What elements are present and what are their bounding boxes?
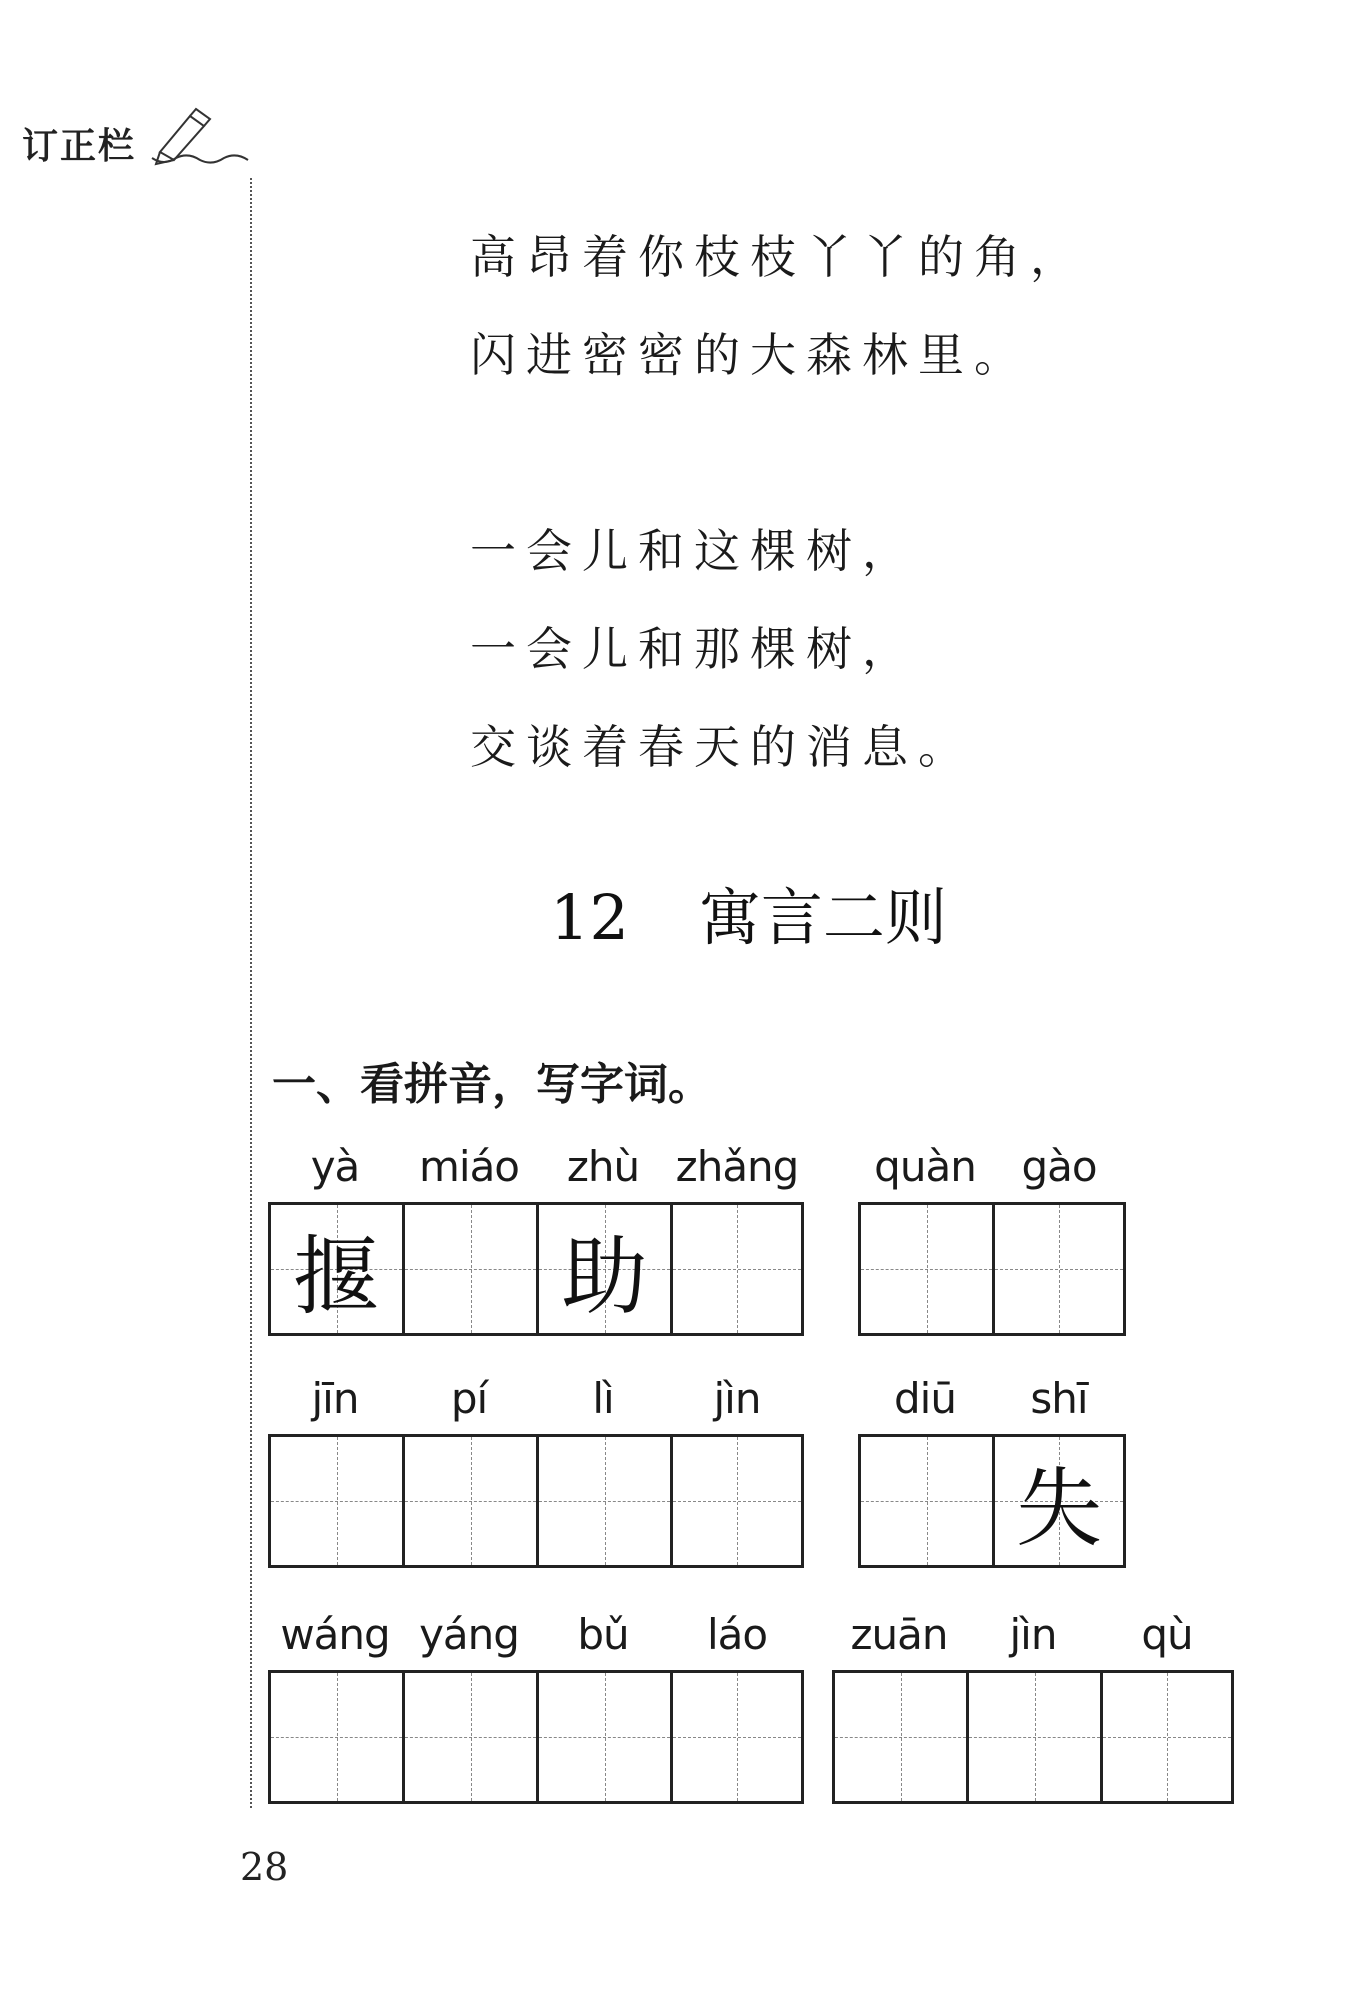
- poem-line: 一会儿和那棵树，: [470, 622, 918, 676]
- character-cell: [992, 1132, 1126, 1336]
- written-character: [1103, 1673, 1231, 1801]
- poem-line: 闪进密密的大森林里。: [470, 328, 1030, 382]
- character-cell: [402, 1600, 536, 1804]
- character-cell: [670, 1364, 804, 1568]
- writing-box[interactable]: [858, 1202, 992, 1336]
- character-cell: [536, 1132, 670, 1336]
- writing-box[interactable]: [536, 1434, 670, 1568]
- pinyin-label: quàn: [874, 1142, 976, 1191]
- character-cell: [670, 1132, 804, 1336]
- lesson-title: [550, 868, 947, 957]
- pinyin-label: bǔ: [577, 1610, 629, 1659]
- written-character: [995, 1205, 1123, 1333]
- written-character: [539, 1437, 670, 1565]
- written-character: [405, 1205, 536, 1333]
- word-box-group: [832, 1600, 1234, 1804]
- pinyin-label: jìn: [1009, 1610, 1057, 1659]
- written-character: 助: [561, 1227, 648, 1327]
- pinyin-label: miáo: [418, 1142, 519, 1191]
- written-character: [271, 1437, 402, 1565]
- word-box-group: [268, 1132, 804, 1336]
- pinyin-label: shī: [1030, 1374, 1088, 1423]
- writing-box[interactable]: [402, 1202, 536, 1336]
- written-character: [673, 1205, 801, 1333]
- writing-box[interactable]: [858, 1434, 992, 1568]
- character-cell: [966, 1600, 1100, 1804]
- poem: [470, 208, 1086, 796]
- writing-box[interactable]: [966, 1670, 1100, 1804]
- written-character: [861, 1205, 992, 1333]
- pinyin-label: yáng: [419, 1610, 519, 1659]
- writing-box[interactable]: [670, 1202, 804, 1336]
- pinyin-label: lì: [592, 1374, 614, 1423]
- character-cell: [402, 1132, 536, 1336]
- correction-column-label: 订正栏: [22, 126, 137, 167]
- page-number: 28: [240, 1845, 289, 1889]
- writing-box[interactable]: [268, 1670, 402, 1804]
- character-cell: [268, 1132, 402, 1336]
- written-character: [673, 1673, 801, 1801]
- pinyin-label: pí: [450, 1374, 488, 1423]
- word-box-group: [858, 1132, 1126, 1336]
- written-character: [405, 1673, 536, 1801]
- word-box-group: [268, 1600, 804, 1804]
- written-character: [835, 1673, 966, 1801]
- character-cell: [1100, 1600, 1234, 1804]
- pinyin-label: láo: [706, 1610, 768, 1659]
- written-character: [539, 1673, 670, 1801]
- writing-box[interactable]: [992, 1202, 1126, 1336]
- written-character: [673, 1437, 801, 1565]
- pinyin-label: jīn: [311, 1374, 359, 1423]
- written-character: [969, 1673, 1100, 1801]
- pinyin-label: zhǎng: [675, 1142, 799, 1191]
- word-box-group: [268, 1364, 804, 1568]
- pinyin-label: jìn: [713, 1374, 761, 1423]
- writing-box[interactable]: [268, 1202, 402, 1336]
- poem-line: 高昂着你枝枝丫丫的角，: [470, 230, 1086, 284]
- writing-box[interactable]: [268, 1434, 402, 1568]
- writing-box[interactable]: [402, 1434, 536, 1568]
- character-cell: [992, 1364, 1126, 1568]
- word-box-group: [858, 1364, 1126, 1568]
- pinyin-label: diū: [894, 1374, 956, 1423]
- section-heading: 一、看拼音，写字词。: [272, 1059, 712, 1110]
- pencil-icon: [150, 100, 250, 170]
- writing-box[interactable]: [1100, 1670, 1234, 1804]
- written-character: [861, 1437, 992, 1565]
- character-cell: [268, 1600, 402, 1804]
- character-cell: [402, 1364, 536, 1568]
- writing-box[interactable]: [536, 1202, 670, 1336]
- writing-box[interactable]: [832, 1670, 966, 1804]
- written-character: 失: [1016, 1459, 1102, 1559]
- written-character: 揠: [293, 1227, 380, 1327]
- pinyin-label: gào: [1021, 1142, 1097, 1191]
- writing-box[interactable]: [992, 1434, 1126, 1568]
- character-cell: [858, 1364, 992, 1568]
- character-cell: [536, 1600, 670, 1804]
- pinyin-label: wáng: [280, 1610, 390, 1659]
- margin-divider: [250, 178, 252, 1808]
- written-character: [271, 1673, 402, 1801]
- character-cell: [536, 1364, 670, 1568]
- pinyin-label: zuān: [850, 1610, 948, 1659]
- writing-box[interactable]: [536, 1670, 670, 1804]
- writing-box[interactable]: [670, 1434, 804, 1568]
- character-cell: [670, 1600, 804, 1804]
- writing-box[interactable]: [402, 1670, 536, 1804]
- lesson-name: 寓言二则: [698, 881, 947, 954]
- character-cell: [858, 1132, 992, 1336]
- poem-line: 交谈着春天的消息。: [470, 720, 974, 774]
- lesson-number: 12: [550, 881, 629, 954]
- pinyin-label: zhù: [566, 1142, 640, 1191]
- pinyin-label: yà: [310, 1142, 360, 1191]
- character-cell: [832, 1600, 966, 1804]
- pinyin-label: qù: [1141, 1610, 1193, 1659]
- written-character: [405, 1437, 536, 1565]
- poem-line: 一会儿和这棵树，: [470, 524, 918, 578]
- writing-box[interactable]: [670, 1670, 804, 1804]
- character-cell: [268, 1364, 402, 1568]
